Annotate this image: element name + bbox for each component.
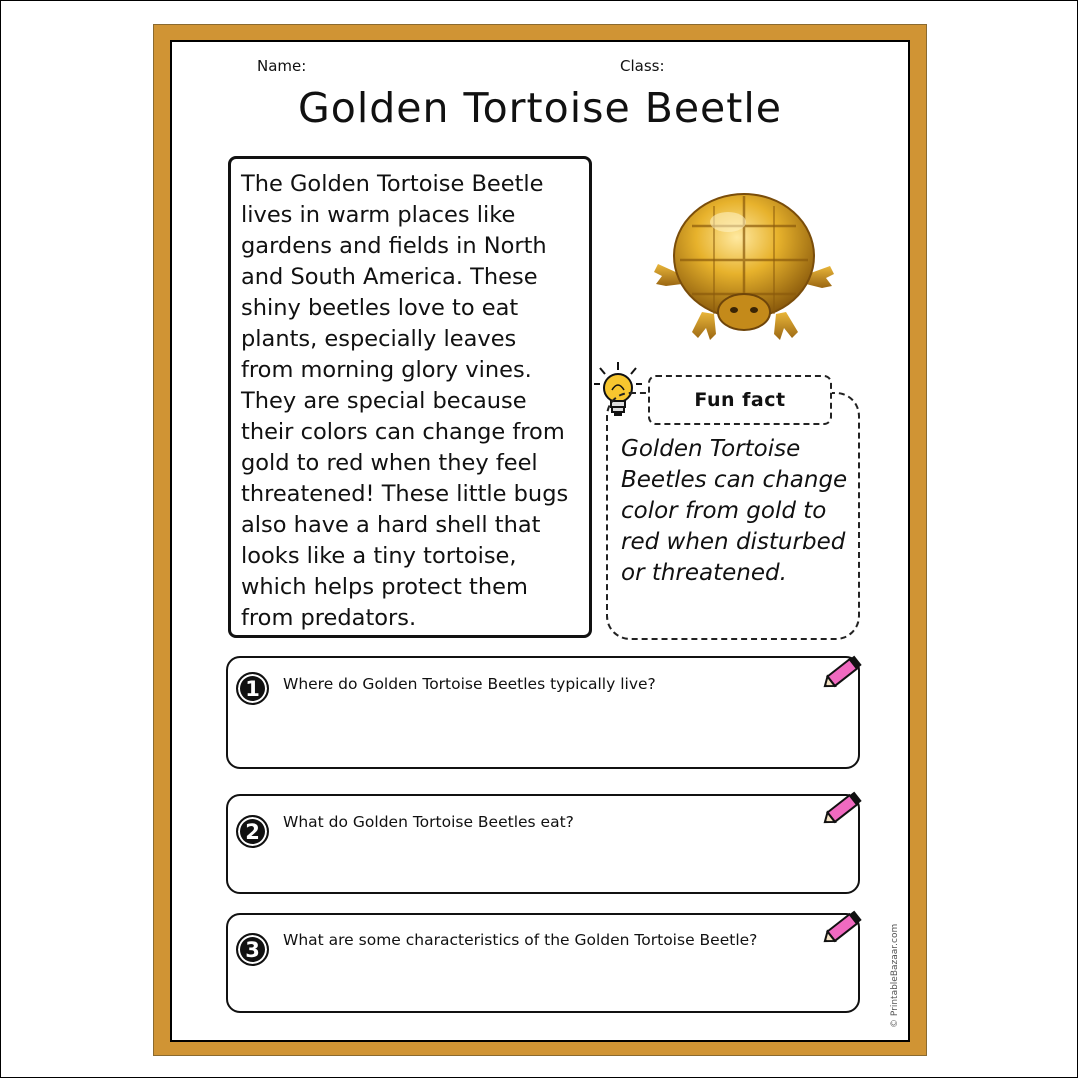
question-text-1: Where do Golden Tortoise Beetles typically live? <box>283 675 656 693</box>
fun-fact-line: red when disturbed <box>621 529 846 555</box>
reading-line: which helps protect them <box>241 574 528 600</box>
question-text-3: What are some characteristics of the Golden Tortoise Beetle? <box>283 931 758 949</box>
golden-tortoise-beetle-illustration <box>652 176 836 348</box>
reading-line: gardens and fields in North <box>241 233 547 259</box>
fun-fact-line: color from gold to <box>621 498 827 524</box>
page-title: Golden Tortoise Beetle <box>298 84 782 132</box>
class-label: Class: <box>620 57 665 75</box>
fun-fact-label: Fun fact <box>648 375 832 425</box>
reading-line: also have a hard shell that <box>241 512 541 538</box>
fun-fact-line: Beetles can change <box>621 467 848 493</box>
fun-fact-text <box>621 434 857 589</box>
answer-box-2[interactable] <box>226 794 860 894</box>
reading-line: plants, especially leaves <box>241 326 517 352</box>
answer-box-3[interactable] <box>226 913 860 1013</box>
reading-line: from morning glory vines. <box>241 357 532 383</box>
reading-line: gold to red when they feel <box>241 450 538 476</box>
question-number-1: 1 <box>236 672 269 705</box>
reading-line: shiny beetles love to eat <box>241 295 519 321</box>
reading-passage <box>228 156 592 638</box>
reading-line: lives in warm places like <box>241 202 516 228</box>
reading-line: from predators. <box>241 605 417 631</box>
reading-line: and South America. These <box>241 264 538 290</box>
answer-box-1[interactable] <box>226 656 860 769</box>
reading-line: their colors can change from <box>241 419 565 445</box>
pencil-icon <box>818 905 868 949</box>
fun-fact-line: or threatened. <box>621 560 787 586</box>
pencil-icon <box>818 650 868 694</box>
question-text-2: What do Golden Tortoise Beetles eat? <box>283 813 574 831</box>
reading-line: threatened! These little bugs <box>241 481 569 507</box>
name-label: Name: <box>257 57 307 75</box>
question-number-2: 2 <box>236 815 269 848</box>
question-number-3: 3 <box>236 933 269 966</box>
reading-line: looks like a tiny tortoise, <box>241 543 517 569</box>
reading-line: The Golden Tortoise Beetle <box>241 171 544 197</box>
watermark: © PrintableBazaar.com <box>890 923 900 1028</box>
fun-fact-line: Golden Tortoise <box>621 436 801 462</box>
pencil-icon <box>818 786 868 830</box>
reading-line: They are special because <box>241 388 527 414</box>
